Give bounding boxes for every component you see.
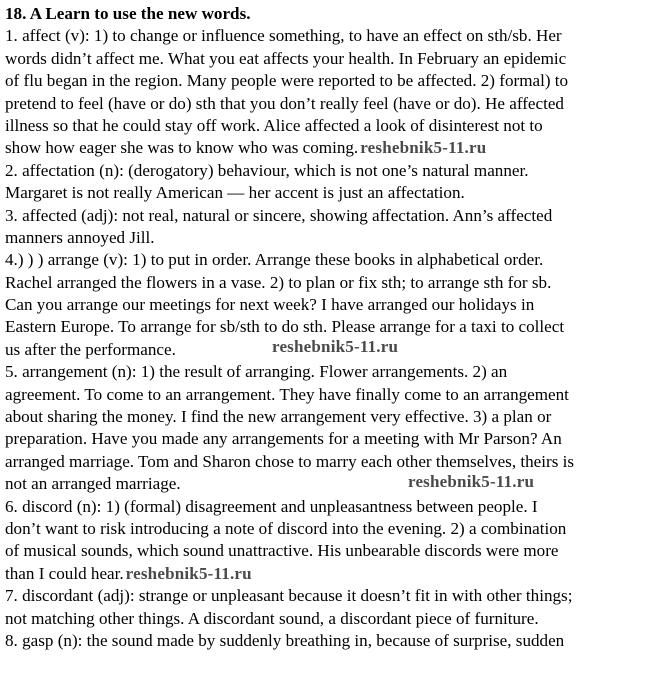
text-line: preparation. Have you made any arrangements for a meeting with Mr Parson? An	[5, 429, 562, 449]
text-line: words didn’t affect me. What you eat affects your health. In February an epidemic	[5, 48, 567, 68]
text-line: 3. affected (adj): not real, natural or sincere, showing affectation. Ann’s affected	[5, 205, 553, 225]
watermark: reshebnik5-11.ru	[125, 563, 252, 583]
document-page	[5, 3, 669, 652]
text-line-with-watermark	[5, 137, 669, 159]
text-line: 2. affectation (n): (derogatory) behaviour, which is not one’s natural manner.	[5, 160, 529, 180]
text-line: manners annoyed Jill.	[5, 227, 155, 247]
text-span: than I could hear.	[5, 563, 124, 583]
text-line: of musical sounds, which sound unattractive. His unbearable discords were more	[5, 541, 559, 561]
watermark: reshebnik5-11.ru	[272, 337, 399, 356]
watermark: reshebnik5-11.ru	[408, 472, 535, 491]
text-line: of flu began in the region. Many people were reported to be affected. 2) formal) to	[5, 71, 569, 91]
text-line: Eastern Europe. To arrange for sb/sth to do sth. Please arrange for a taxi to collect	[5, 317, 565, 337]
text-line: agreement. To come to an arrangement. They have finally come to an arrangement	[5, 384, 569, 404]
text-line: 4.) ) ) arrange (v): 1) to put in order. Arrange these books in alphabetical order.	[5, 250, 544, 270]
text-span: show how eager she was to know who was coming.	[5, 138, 359, 158]
text-line: not an arranged marriage.	[5, 474, 181, 494]
text-line: don’t want to risk introducing a note of discord into the evening. 2) a combination	[5, 518, 567, 538]
text-line: illness so that he could stay off work. Alice affected a look of disinterest not to	[5, 115, 543, 135]
text-line: Can you arrange our meetings for next week? I have arranged our holidays in	[5, 295, 535, 315]
text-line: 6. discord (n): 1) (formal) disagreement and unpleasantness between people. I	[5, 496, 538, 516]
text-line: Margaret is not really American — her accent is just an affectation.	[5, 183, 465, 203]
text-line: Rachel arranged the flowers in a vase. 2) to plan or fix sth; to arrange sth for sb.	[5, 272, 552, 292]
text-line: not matching other things. A discordant sound, a discordant piece of furniture.	[5, 608, 539, 628]
text-line: 7. discordant (adj): strange or unpleasant because it doesn’t fit in with other things;	[5, 586, 573, 606]
text-line: 8. gasp (n): the sound made by suddenly breathing in, because of surprise, sudden	[5, 630, 565, 650]
watermark: reshebnik5-11.ru	[360, 138, 487, 158]
text-line: us after the performance.	[5, 339, 176, 359]
text-line: 1. affect (v): 1) to change or influence something, to have an effect on sth/sb. Her	[5, 26, 562, 46]
exercise-heading: 18. A Learn to use the new words.	[5, 4, 251, 23]
text-line: about sharing the money. I find the new arrangement very effective. 3) a plan or	[5, 407, 552, 427]
text-line-with-watermark	[5, 563, 669, 585]
text-line: pretend to feel (have or do) sth that you don’t really feel (have or do). He affected	[5, 93, 564, 113]
text-line: 5. arrangement (n): 1) the result of arranging. Flower arrangements. 2) an	[5, 362, 508, 382]
text-line: arranged marriage. Tom and Sharon chose to marry each other themselves, theirs is	[5, 451, 575, 471]
